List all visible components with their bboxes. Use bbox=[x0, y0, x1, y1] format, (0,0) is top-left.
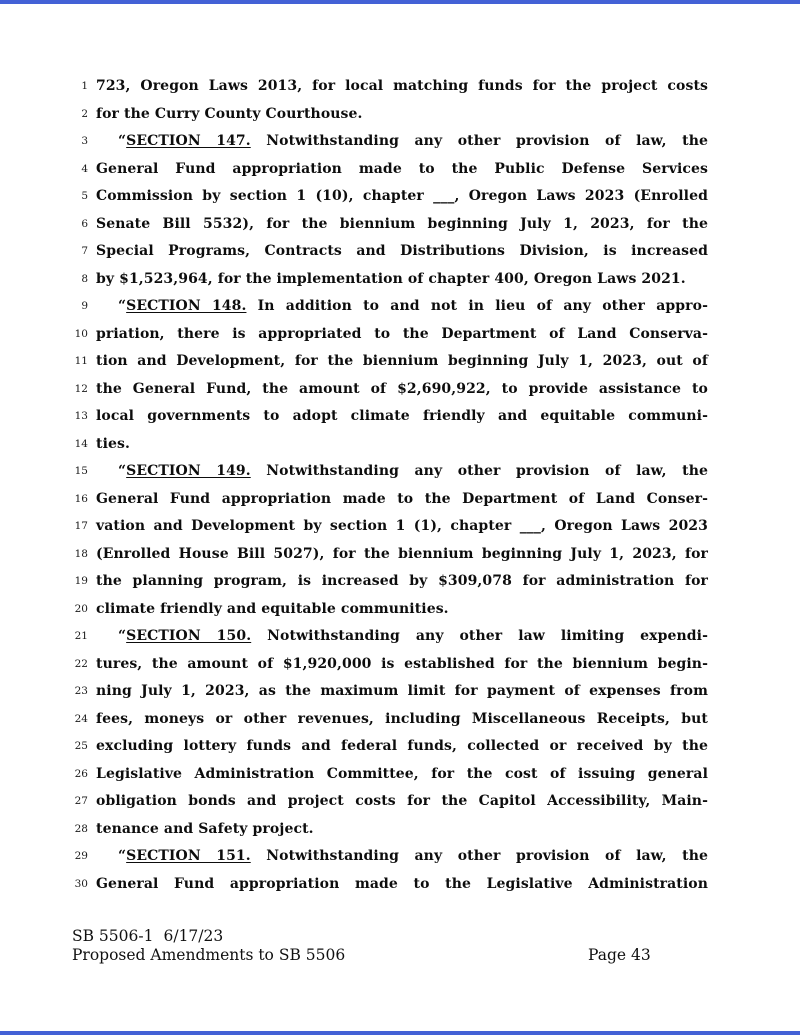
line-text bbox=[96, 513, 708, 541]
line-text-rest: by $1,523,964, for the implementation of chapter 400, Oregon Laws 2021. bbox=[96, 270, 686, 287]
line-text-rest: Commission by section 1 (10), chapter ___, Oregon Laws 2023 (Enrolled bbox=[96, 188, 708, 204]
document-footer bbox=[72, 927, 712, 965]
line-text bbox=[96, 733, 708, 761]
line-text-pre: “ bbox=[118, 298, 127, 314]
document-line bbox=[0, 596, 800, 624]
line-text bbox=[96, 348, 708, 376]
line-number: 17 bbox=[74, 520, 88, 532]
line-text-rest: for the Curry County Courthouse. bbox=[96, 105, 363, 122]
line-number: 8 bbox=[81, 272, 88, 285]
line-number: 14 bbox=[74, 437, 88, 450]
line-text-rest: Senate Bill 5532), for the biennium beginning July 1, 2023, for the bbox=[96, 215, 708, 232]
document-line bbox=[0, 623, 800, 651]
line-number: 12 bbox=[74, 382, 88, 395]
line-text-rest: obligation bonds and project costs for the Capitol Accessibility, Main- bbox=[96, 793, 708, 809]
line-text bbox=[96, 376, 708, 404]
footer-page-number: Page 43 bbox=[588, 946, 651, 964]
line-text-rest: tures, the amount of $1,920,000 is established for the biennium begin- bbox=[96, 655, 708, 672]
line-text-rest: Notwithstanding any other law limiting expendi- bbox=[251, 628, 708, 644]
line-number: 11 bbox=[74, 355, 88, 367]
line-text-pre: “ bbox=[118, 628, 127, 644]
line-number: 5 bbox=[81, 190, 88, 202]
line-text-pre: “ bbox=[118, 133, 127, 149]
line-text-rest: In addition to and not in lieu of any other appro- bbox=[246, 298, 708, 314]
line-text-pre: “ bbox=[118, 848, 127, 864]
line-text bbox=[96, 458, 708, 486]
document-line bbox=[0, 486, 800, 514]
line-text-rest: excluding lottery funds and federal funds, collected or received by the bbox=[96, 738, 708, 754]
line-number: 22 bbox=[74, 657, 88, 670]
line-text-rest: tion and Development, for the biennium beginning July 1, 2023, out of bbox=[96, 353, 708, 369]
line-number: 16 bbox=[74, 492, 88, 505]
line-text-rest: Notwithstanding any other provision of law, the bbox=[250, 848, 708, 864]
line-text bbox=[96, 211, 708, 239]
footer-bill-ref-row bbox=[72, 927, 712, 946]
document-line bbox=[0, 348, 800, 376]
section-label: SECTION 147. bbox=[126, 133, 251, 149]
line-number: 25 bbox=[74, 740, 88, 752]
document-line bbox=[0, 733, 800, 761]
line-number: 1 bbox=[81, 80, 88, 92]
line-text-rest: the planning program, is increased by $309,078 for administration for bbox=[96, 573, 708, 589]
line-text-rest: General Fund appropriation made to the Legislative Administration bbox=[96, 875, 708, 892]
line-number: 21 bbox=[74, 630, 88, 642]
document-line bbox=[0, 403, 800, 431]
line-text bbox=[96, 403, 708, 431]
line-text-rest: local governments to adopt climate friendly and equitable communi- bbox=[96, 408, 708, 424]
document-line bbox=[0, 706, 800, 734]
line-text bbox=[96, 73, 708, 101]
section-label: SECTION 150. bbox=[126, 628, 252, 644]
line-text bbox=[96, 431, 708, 459]
document-line bbox=[0, 458, 800, 486]
line-text bbox=[96, 183, 708, 211]
line-text-rest: the General Fund, the amount of $2,690,922, to provide assistance to bbox=[96, 380, 708, 397]
footer-bill-number: SB 5506-1 bbox=[72, 927, 154, 945]
document-line bbox=[0, 513, 800, 541]
line-text bbox=[96, 871, 708, 899]
page-edge-bottom-rule bbox=[0, 1031, 800, 1035]
line-number: 18 bbox=[74, 547, 88, 560]
line-text-rest: General Fund appropriation made to the Public Defense Services bbox=[96, 160, 708, 177]
line-text-rest: climate friendly and equitable communities. bbox=[96, 600, 449, 617]
line-number: 19 bbox=[74, 575, 88, 587]
line-text-rest: tenance and Safety project. bbox=[96, 820, 314, 837]
line-text bbox=[96, 156, 708, 184]
page-edge-top-rule bbox=[0, 0, 800, 4]
line-number: 29 bbox=[74, 850, 88, 862]
footer-document-title: Proposed Amendments to SB 5506 bbox=[72, 946, 346, 964]
document-line bbox=[0, 541, 800, 569]
line-text bbox=[96, 596, 708, 624]
document-lines bbox=[0, 73, 800, 898]
line-number: 2 bbox=[81, 107, 88, 120]
line-text bbox=[96, 678, 708, 706]
line-number: 7 bbox=[81, 245, 88, 257]
line-text bbox=[96, 651, 708, 679]
document-line bbox=[0, 431, 800, 459]
line-number: 27 bbox=[74, 795, 88, 807]
line-text-pre: “ bbox=[118, 463, 127, 479]
document-line bbox=[0, 73, 800, 101]
line-text-rest: (Enrolled House Bill 5027), for the biennium beginning July 1, 2023, for bbox=[96, 545, 708, 562]
line-number: 10 bbox=[74, 327, 88, 340]
line-text bbox=[96, 843, 708, 871]
section-label: SECTION 149. bbox=[126, 463, 251, 479]
line-text bbox=[96, 128, 708, 156]
document-line bbox=[0, 651, 800, 679]
line-number: 28 bbox=[74, 822, 88, 835]
document-line bbox=[0, 156, 800, 184]
line-text-rest: ning July 1, 2023, as the maximum limit for payment of expenses from bbox=[96, 683, 708, 699]
document-line bbox=[0, 843, 800, 871]
document-body bbox=[0, 73, 800, 898]
document-line bbox=[0, 816, 800, 844]
document-line bbox=[0, 238, 800, 266]
line-number: 9 bbox=[81, 300, 88, 312]
document-line bbox=[0, 678, 800, 706]
line-number: 3 bbox=[81, 135, 88, 147]
line-text bbox=[96, 293, 708, 321]
line-text-rest: Notwithstanding any other provision of law, the bbox=[250, 463, 708, 479]
line-text bbox=[96, 623, 708, 651]
line-text-rest: Legislative Administration Committee, for the cost of issuing general bbox=[96, 765, 708, 782]
line-number: 30 bbox=[74, 877, 88, 890]
line-number: 20 bbox=[74, 602, 88, 615]
line-text bbox=[96, 238, 708, 266]
document-line bbox=[0, 211, 800, 239]
line-text bbox=[96, 321, 708, 349]
document-line bbox=[0, 293, 800, 321]
line-text bbox=[96, 541, 708, 569]
document-line bbox=[0, 128, 800, 156]
line-number: 4 bbox=[81, 162, 88, 175]
line-text-rest: vation and Development by section 1 (1), chapter ___, Oregon Laws 2023 bbox=[96, 518, 708, 534]
line-number: 24 bbox=[74, 712, 88, 725]
document-line bbox=[0, 266, 800, 294]
line-text bbox=[96, 706, 708, 734]
line-text bbox=[96, 486, 708, 514]
document-line bbox=[0, 183, 800, 211]
line-text bbox=[96, 101, 708, 129]
line-text-rest: Special Programs, Contracts and Distributions Division, is increased bbox=[96, 243, 708, 259]
line-number: 26 bbox=[74, 767, 88, 780]
document-line bbox=[0, 376, 800, 404]
line-text-rest: 723, Oregon Laws 2013, for local matching funds for the project costs bbox=[96, 78, 708, 94]
line-text-rest: ties. bbox=[96, 435, 130, 452]
line-number: 23 bbox=[74, 685, 88, 697]
line-text-rest: fees, moneys or other revenues, including Miscellaneous Receipts, but bbox=[96, 710, 708, 727]
document-line bbox=[0, 871, 800, 899]
line-text bbox=[96, 266, 708, 294]
document-line bbox=[0, 568, 800, 596]
document-line bbox=[0, 788, 800, 816]
section-label: SECTION 148. bbox=[126, 298, 247, 314]
document-line bbox=[0, 101, 800, 129]
line-text-rest: priation, there is appropriated to the Department of Land Conserva- bbox=[96, 325, 708, 342]
line-number: 6 bbox=[81, 217, 88, 230]
line-text bbox=[96, 761, 708, 789]
line-number: 15 bbox=[74, 465, 88, 477]
footer-title-row bbox=[72, 946, 712, 965]
line-text bbox=[96, 788, 708, 816]
section-label: SECTION 151. bbox=[126, 848, 251, 864]
line-number: 13 bbox=[74, 410, 88, 422]
line-text bbox=[96, 568, 708, 596]
document-line bbox=[0, 761, 800, 789]
line-text-rest: General Fund appropriation made to the Department of Land Conser- bbox=[96, 490, 708, 507]
footer-date: 6/17/23 bbox=[163, 927, 224, 945]
line-text-rest: Notwithstanding any other provision of law, the bbox=[250, 133, 708, 149]
line-text bbox=[96, 816, 708, 844]
document-line bbox=[0, 321, 800, 349]
